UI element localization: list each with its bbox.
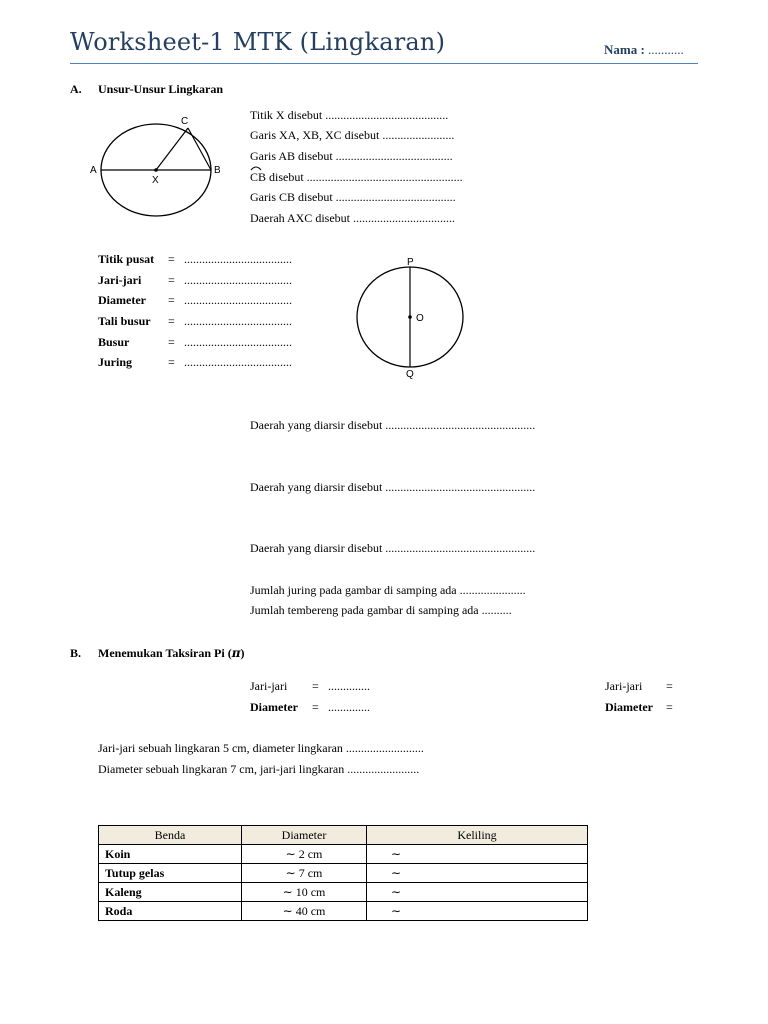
term-blank: .................................... [184, 335, 292, 349]
label-x: X [152, 175, 159, 186]
center-o [408, 315, 412, 319]
term-blank: .................................... [184, 293, 292, 307]
section-a-heading: Unsur-Unsur Lingkaran [98, 82, 224, 96]
section-b-heading-text: Menemukan Taksiran Pi ( [98, 646, 232, 660]
cell-keliling: ∼ [367, 864, 588, 883]
left-diameter-blank: .............. [328, 700, 370, 714]
fig1-question-2: Garis XA, XB, XC disebut ........................ [250, 128, 455, 142]
term-blank: .................................... [184, 252, 292, 266]
cell-diameter: ∼ 10 cm [242, 883, 367, 902]
left-diameter-label: Diameter [250, 700, 298, 714]
fig1-question-3: Garis AB disebut ....................................... [250, 149, 453, 163]
cell-benda: Roda [99, 902, 242, 921]
label-o: O [416, 313, 424, 324]
fig1-question-1: Titik X disebut ......................................... [250, 108, 449, 122]
benda-table [98, 825, 588, 921]
cell-benda: Koin [99, 845, 242, 864]
right-diameter-eq: = [666, 700, 673, 714]
count-question-juring: Jumlah juring pada gambar di samping ada ...................... [250, 583, 526, 597]
term-blank: .................................... [184, 314, 292, 328]
cell-diameter: ∼ 40 cm [242, 902, 367, 921]
label-b: B [214, 165, 221, 176]
right-radius-label: Jari-jari [605, 679, 643, 693]
circle-figure-1 [86, 108, 226, 228]
right-diameter-label: Diameter [605, 700, 653, 714]
right-radius-eq: = [666, 679, 673, 693]
term-label: Juring [98, 355, 133, 369]
shaded-question-1: Daerah yang diarsir disebut .................................................. [250, 418, 536, 432]
shaded-question-2: Daerah yang diarsir disebut .................................................. [250, 480, 536, 494]
fig1-question-5: Garis CB disebut ........................................ [250, 190, 456, 204]
cell-keliling: ∼ [367, 845, 588, 864]
name-blank: ........... [648, 42, 684, 57]
term-eq: = [168, 335, 175, 349]
count-question-tembereng: Jumlah tembereng pada gambar di samping ada .......... [250, 603, 512, 617]
page-title: Worksheet-1 MTK (Lingkaran) [70, 28, 446, 56]
section-a-letter: A. [70, 82, 82, 96]
label-p: P [407, 257, 414, 268]
cell-keliling: ∼ [367, 883, 588, 902]
left-radius-blank: .............. [328, 679, 370, 693]
term-eq: = [168, 355, 175, 369]
term-eq: = [168, 314, 175, 328]
name-field [604, 42, 684, 58]
table-row [99, 845, 588, 864]
cell-diameter: ∼ 7 cm [242, 864, 367, 883]
table-header-row [99, 826, 588, 845]
center-x [154, 168, 158, 172]
term-label: Jari-jari [98, 273, 142, 287]
label-q: Q [406, 369, 414, 380]
left-diameter-eq: = [312, 700, 319, 714]
header-rule [70, 63, 698, 64]
term-eq: = [168, 273, 175, 287]
term-label: Titik pusat [98, 252, 155, 266]
term-eq: = [168, 293, 175, 307]
name-label: Nama : [604, 42, 645, 57]
sentence-radius: Jari-jari sebuah lingkaran 5 cm, diameter lingkaran .......................... [98, 741, 424, 755]
section-b-letter: B. [70, 646, 82, 660]
term-eq: = [168, 252, 175, 266]
circle-figure-2 [350, 254, 474, 380]
table-row [99, 864, 588, 883]
left-radius-label: Jari-jari [250, 679, 288, 693]
radius-xc [156, 128, 188, 170]
sentence-diameter: Diameter sebuah lingkaran 7 cm, jari-jari lingkaran ........................ [98, 762, 420, 776]
term-blank: .................................... [184, 273, 292, 287]
shaded-question-3: Daerah yang diarsir disebut .................................................. [250, 541, 536, 555]
term-label: Diameter [98, 293, 146, 307]
section-b-heading-close: ) [240, 646, 245, 660]
table-row [99, 883, 588, 902]
fig1-question-4: CB disebut .................................................... [250, 170, 463, 184]
chord-cb [188, 128, 211, 170]
term-label: Busur [98, 335, 130, 349]
header-diameter: Diameter [242, 826, 367, 845]
left-radius-eq: = [312, 679, 319, 693]
term-label: Tali busur [98, 314, 151, 328]
header-benda: Benda [99, 826, 242, 845]
label-a: A [90, 165, 97, 176]
header-keliling: Keliling [367, 826, 588, 845]
cell-diameter: ∼ 2 cm [242, 845, 367, 864]
fig1-question-6: Daerah AXC disebut .................................. [250, 211, 455, 225]
term-blank: .................................... [184, 355, 292, 369]
cell-benda: Tutup gelas [99, 864, 242, 883]
pi-symbol: π [231, 646, 241, 660]
section-b-heading [98, 646, 245, 661]
label-c: C [181, 116, 189, 127]
cell-benda: Kaleng [99, 883, 242, 902]
table-row [99, 902, 588, 921]
cell-keliling: ∼ [367, 902, 588, 921]
